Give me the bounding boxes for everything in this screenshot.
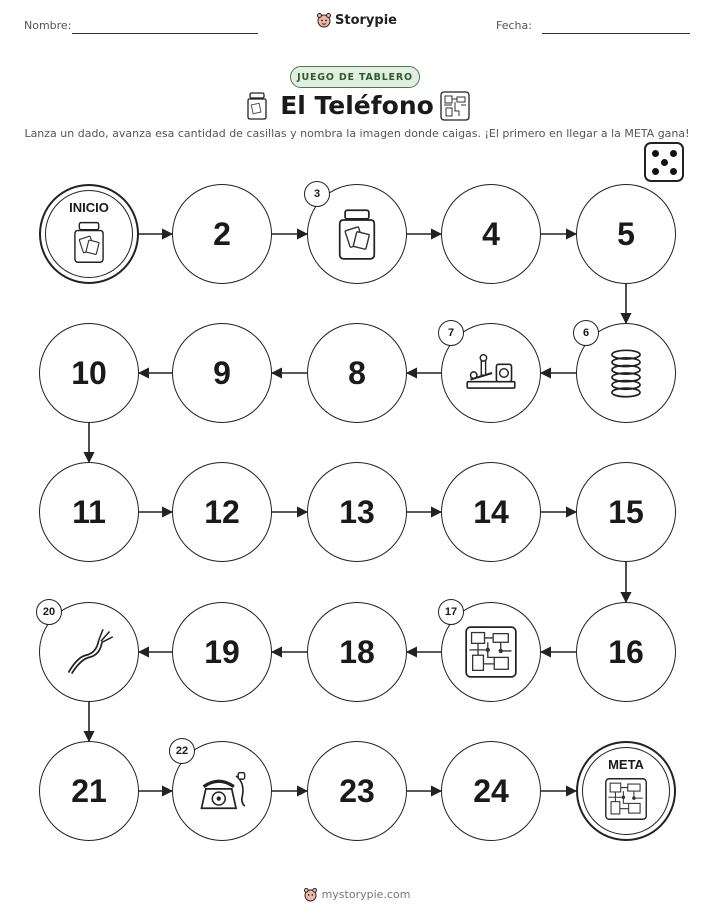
- board-cell-17: [441, 602, 541, 702]
- board-cell-14: [441, 462, 541, 562]
- board-cell-16: [576, 602, 676, 702]
- brand-name: Storypie: [335, 12, 397, 28]
- footer-url: mystorypie.com: [321, 888, 411, 901]
- cell-number: 2: [213, 215, 231, 252]
- cell-number: 13: [339, 493, 375, 530]
- footer: [0, 887, 714, 902]
- cell-number-badge: 6: [573, 320, 599, 346]
- board-cell-10: [39, 323, 139, 423]
- board-cell-7: [441, 323, 541, 423]
- board-cell-18: [307, 602, 407, 702]
- circuit-icon: [604, 777, 648, 821]
- cell-number: 24: [473, 772, 509, 809]
- wire-icon: [62, 625, 116, 679]
- page-title: El Teléfono: [280, 91, 434, 120]
- cell-number: 14: [473, 493, 509, 530]
- board-cell-2: [172, 184, 272, 284]
- cell-number: 16: [608, 633, 644, 670]
- board-cell-13: [307, 462, 407, 562]
- board-cell-6: [576, 323, 676, 423]
- cell-number: 15: [608, 493, 644, 530]
- cell-number: 9: [213, 354, 231, 391]
- spring-icon: [599, 346, 653, 400]
- cell-number: 12: [204, 493, 240, 530]
- board-cell-23: [307, 741, 407, 841]
- name-label: Nombre:: [24, 19, 72, 32]
- storypie-mascot-icon: [304, 887, 317, 902]
- jar-icon: [67, 220, 111, 264]
- cell-number: 21: [71, 772, 107, 809]
- board-cell-24: [441, 741, 541, 841]
- cell-number: 18: [339, 633, 375, 670]
- cell-number: 10: [71, 354, 107, 391]
- board-cell-19: [172, 602, 272, 702]
- cell-label: INICIO: [69, 200, 109, 215]
- board-cell-22: [172, 741, 272, 841]
- cell-number-badge: 7: [438, 320, 464, 346]
- cell-number: 4: [482, 215, 500, 252]
- cell-label: META: [608, 757, 644, 772]
- board-cell-20: [39, 602, 139, 702]
- cell-number-badge: 20: [36, 599, 62, 625]
- cell-number-badge: 22: [169, 738, 195, 764]
- board-cell-8: [307, 323, 407, 423]
- board-cell-11: [39, 462, 139, 562]
- board-cell-inicio: [39, 184, 139, 284]
- circuit-icon: [464, 625, 518, 679]
- board-cell-meta: [576, 741, 676, 841]
- cell-number-badge: 3: [304, 181, 330, 207]
- board-cell-9: [172, 323, 272, 423]
- board-cell-5: [576, 184, 676, 284]
- date-label: Fecha:: [496, 19, 532, 32]
- cell-number: 5: [617, 215, 635, 252]
- cell-number: 19: [204, 633, 240, 670]
- board-cell-3: [307, 184, 407, 284]
- board-cell-21: [39, 741, 139, 841]
- board-cell-4: [441, 184, 541, 284]
- cell-number: 11: [72, 493, 106, 530]
- cell-number: 23: [339, 772, 375, 809]
- cell-number-badge: 17: [438, 599, 464, 625]
- board-cell-12: [172, 462, 272, 562]
- board-cell-15: [576, 462, 676, 562]
- telephone-icon: [195, 764, 249, 818]
- telegraph-icon: [464, 346, 518, 400]
- game-type-badge: JUEGO DE TABLERO: [290, 66, 420, 88]
- cell-number: 8: [348, 354, 366, 391]
- instructions: Lanza un dado, avanza esa cantidad de casillas y nombra la imagen donde caigas. ¡El primero en llegar a la META gana!: [24, 127, 690, 140]
- jar-icon: [330, 207, 384, 261]
